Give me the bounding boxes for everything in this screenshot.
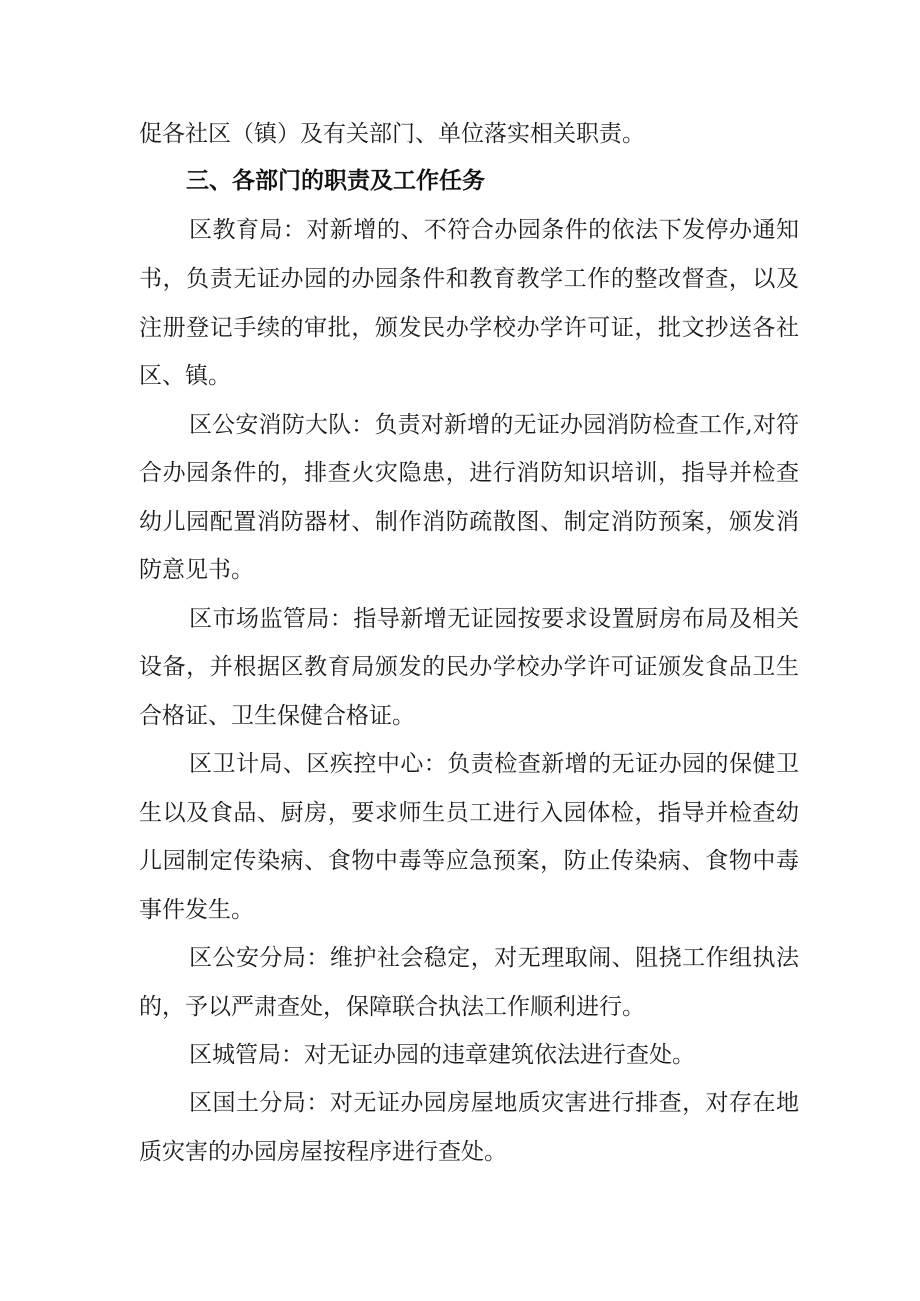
paragraph-line: 区教育局：对新增的、不符合办园条件的依法下发停办通知 xyxy=(189,217,799,243)
paragraph-line: 质灾害的办园房屋按程序进行查处。 xyxy=(139,1139,507,1165)
paragraph-line: 区卫计局、区疾控中心：负责检查新增的无证办园的保健卫 xyxy=(189,751,799,777)
paragraph-line: 的，予以严肃查处，保障联合执法工作顺利进行。 xyxy=(139,994,645,1020)
paragraph-line: 合格证、卫生保健合格证。 xyxy=(139,703,415,729)
paragraph-line: 幼儿园配置消防器材、制作消防疏散图、制定消防预案，颁发消 xyxy=(139,509,799,535)
paragraph-line: 区、镇。 xyxy=(139,363,231,389)
paragraph-line: 合办园条件的，排查火灾隐患，进行消防知识培训，指导并检查 xyxy=(139,460,799,486)
section-heading: 三、各部门的职责及工作任务 xyxy=(186,168,485,194)
paragraph-line: 事件发生。 xyxy=(139,897,254,923)
paragraph-line: 生以及食品、厨房，要求师生员工进行入园体检，指导并检查幼 xyxy=(139,800,799,826)
paragraph-line: 设备，并根据区教育局颁发的民办学校办学许可证颁发食品卫生 xyxy=(139,654,799,680)
paragraph-line: 书，负责无证办园的办园条件和教育教学工作的整改督查，以及 xyxy=(139,266,799,292)
continuation-text: 促各社区（镇）及有关部门、单位落实相关职责。 xyxy=(139,121,645,147)
paragraph-line: 儿园制定传染病、食物中毒等应急预案，防止传染病、食物中毒 xyxy=(139,848,799,874)
paragraph-line: 区城管局：对无证办园的违章建筑依法进行查处。 xyxy=(189,1042,695,1068)
paragraph-line: 注册登记手续的审批，颁发民办学校办学许可证，批文抄送各社 xyxy=(139,315,799,341)
paragraph-line: 防意见书。 xyxy=(139,557,254,583)
paragraph-line: 区国土分局：对无证办园房屋地质灾害进行排查，对存在地 xyxy=(189,1090,799,1116)
paragraph-line: 区公安消防大队：负责对新增的无证办园消防检查工作,对符 xyxy=(189,412,799,438)
paragraph-line: 区市场监管局：指导新增无证园按要求设置厨房布局及相关 xyxy=(189,606,799,632)
paragraph-line: 区公安分局：维护社会稳定，对无理取闹、阻挠工作组执法 xyxy=(189,945,799,971)
